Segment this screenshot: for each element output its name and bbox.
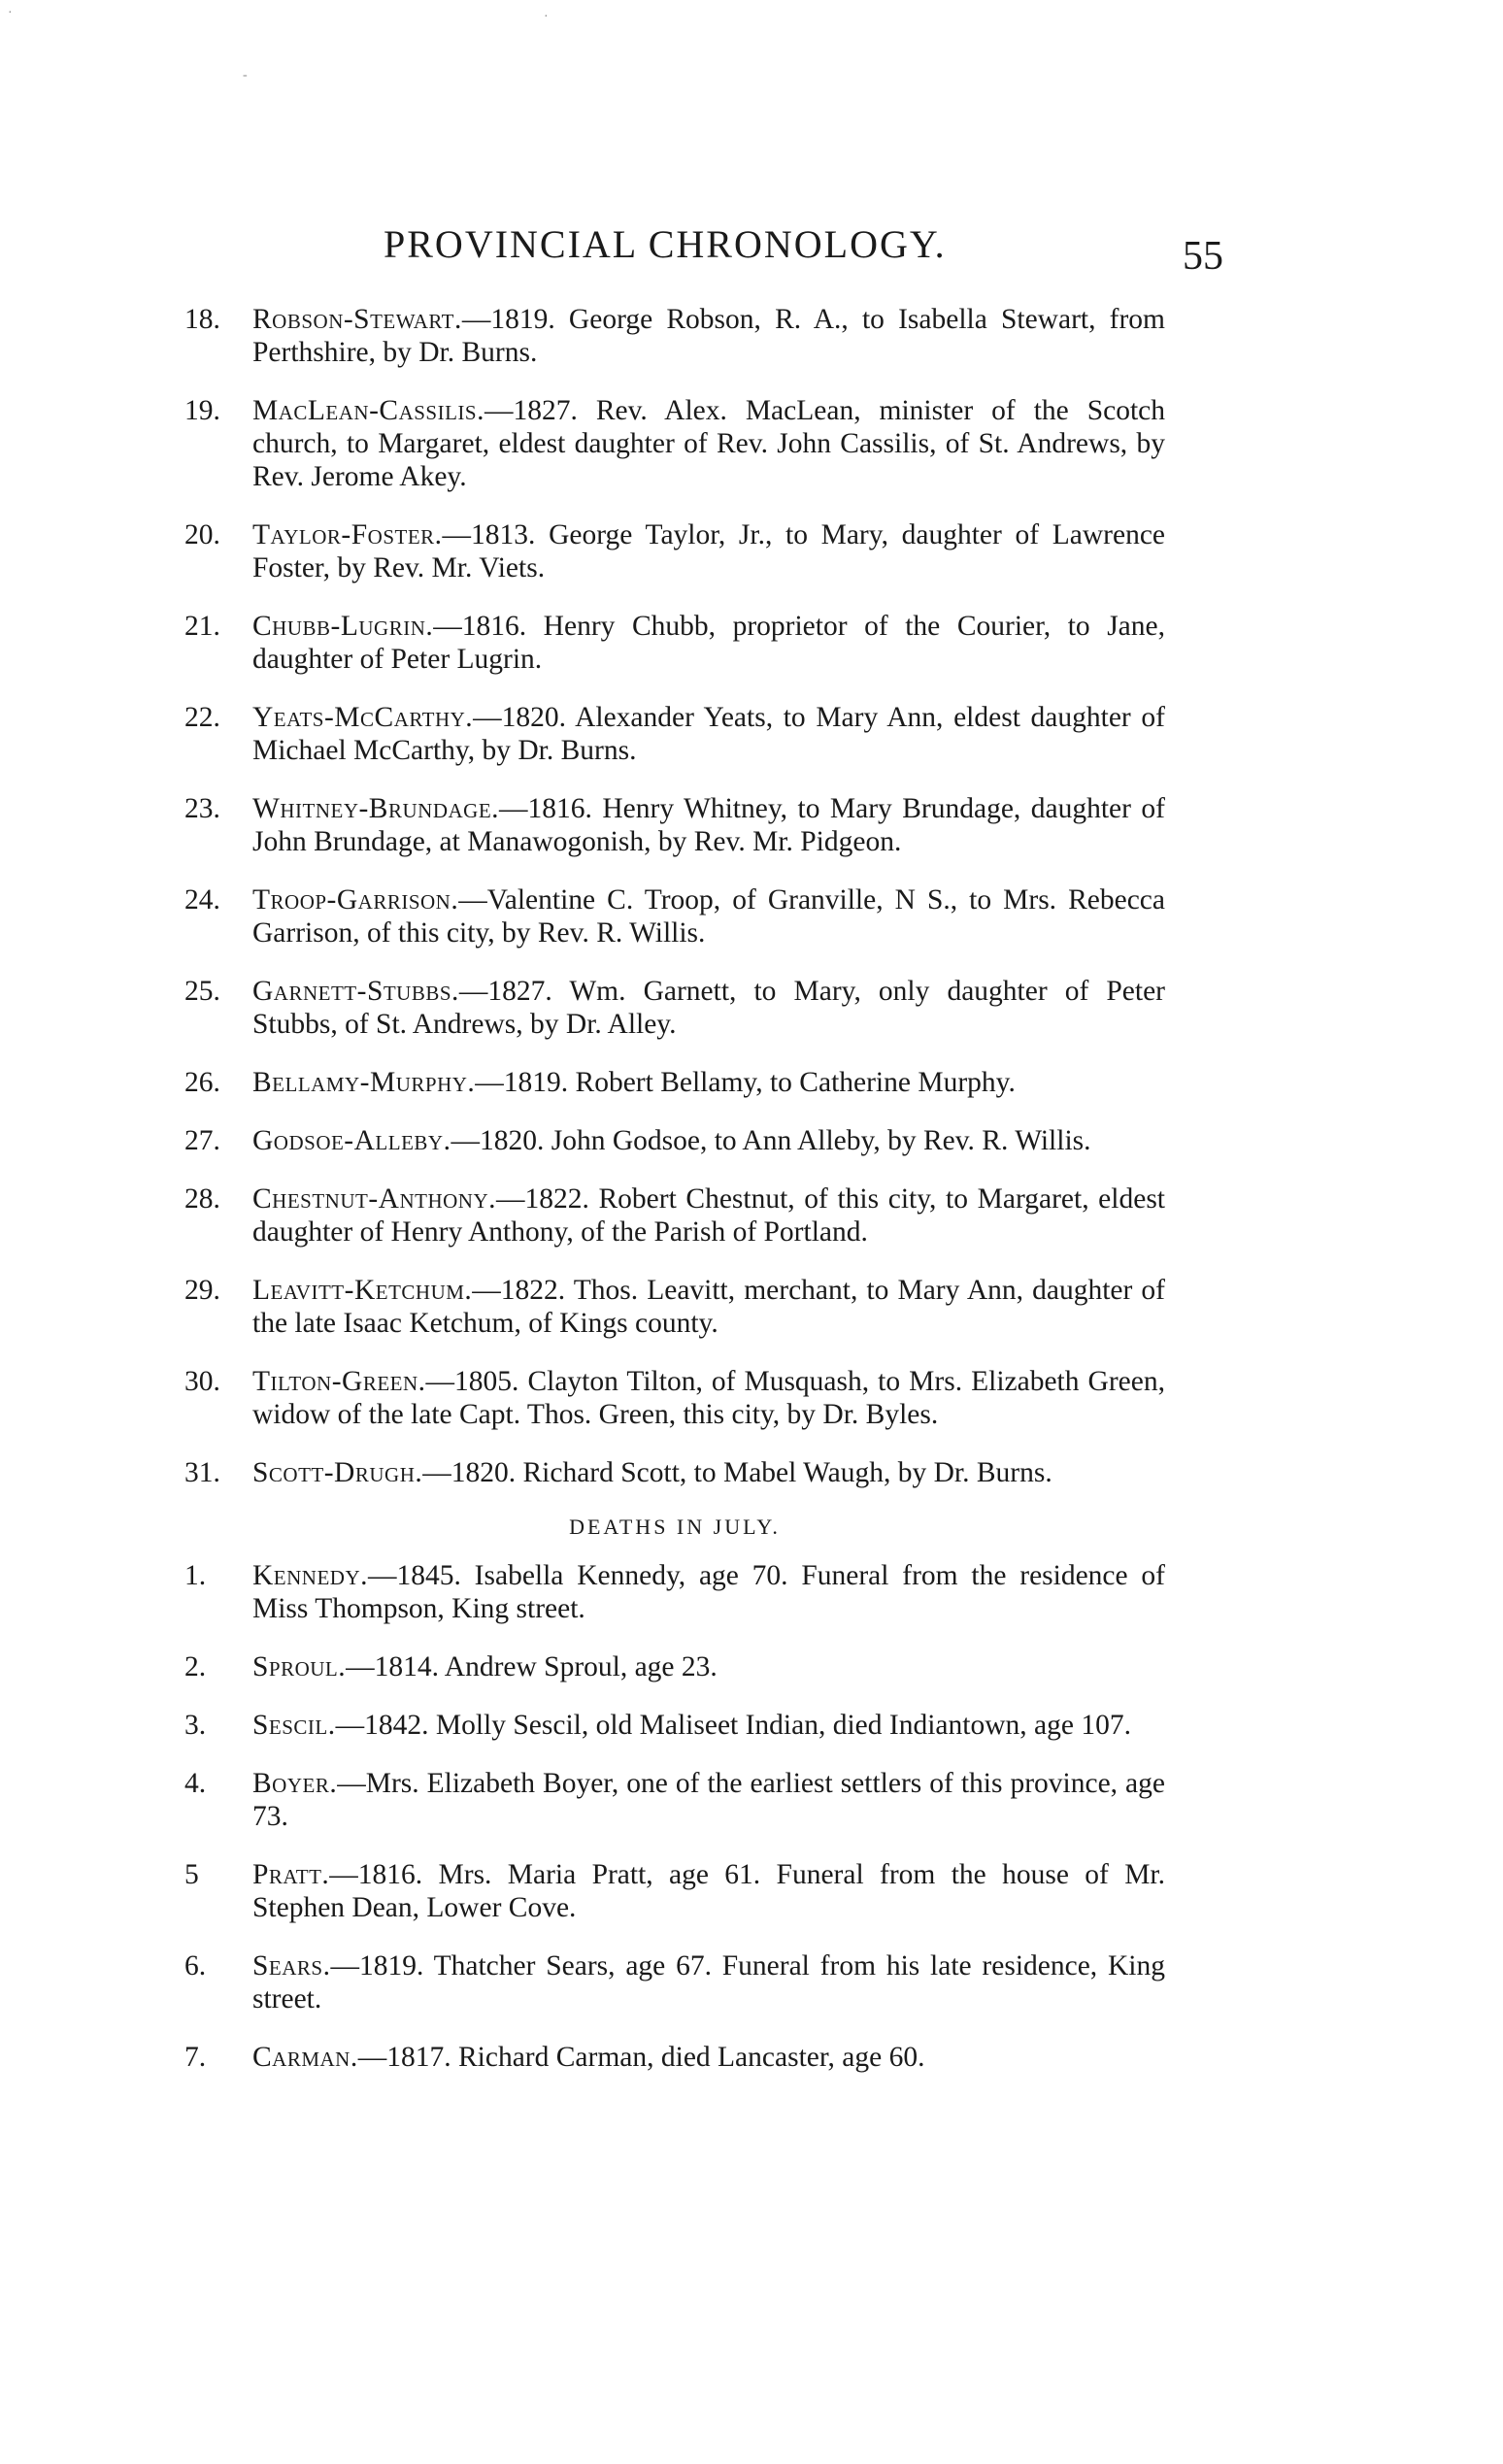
scan-speck: - bbox=[243, 68, 248, 83]
entry-text: —Mrs. Elizabeth Boyer, one of the earliest settlers of this province, age 73. bbox=[252, 1768, 1165, 1832]
entry-number: 18. bbox=[184, 304, 220, 335]
entry-text: —1819. Thatcher Sears, age 67. Funeral from his late residence, King street. bbox=[252, 1950, 1165, 2014]
entry-text: —1820. John Godsoe, to Ann Alleby, by Rev. R. Willis. bbox=[451, 1125, 1091, 1156]
entry-name: Leavitt-Ketchum. bbox=[252, 1275, 473, 1306]
entry-text: —1822. Robert Chestnut, of this city, to Margaret, eldest daughter of Henry Anthony, of the Parish of Portland. bbox=[252, 1183, 1165, 1248]
entry-text: —1819. George Robson, R. A., to Isabella Stewart, from Perthshire, by Dr. Burns. bbox=[252, 304, 1165, 368]
entry-name: Boyer. bbox=[252, 1768, 338, 1799]
entry-name: MacLean-Cassilis. bbox=[252, 395, 484, 426]
marriage-entry bbox=[184, 1182, 1165, 1249]
entry-number: 23. bbox=[184, 793, 220, 824]
entry-name: Chubb-Lugrin. bbox=[252, 611, 434, 642]
entry-name: Robson-Stewart. bbox=[252, 304, 462, 335]
marriage-entry bbox=[184, 303, 1165, 369]
deaths-list bbox=[184, 1559, 1165, 2074]
running-title: PROVINCIAL CHRONOLOGY. bbox=[384, 222, 947, 266]
entry-text: —1820. Alexander Yeats, to Mary Ann, eldest daughter of Michael McCarthy, by Dr. Burns. bbox=[252, 702, 1165, 766]
entry-name: Sproul. bbox=[252, 1651, 347, 1682]
death-entry bbox=[184, 1709, 1165, 1742]
marriage-entry bbox=[184, 1124, 1165, 1157]
entry-name: Sears. bbox=[252, 1950, 331, 1981]
entry-text: —1819. Robert Bellamy, to Catherine Murphy. bbox=[475, 1067, 1016, 1098]
marriage-entry bbox=[184, 883, 1165, 949]
entry-number: 3. bbox=[184, 1710, 207, 1741]
marriage-entry bbox=[184, 701, 1165, 767]
marriages-list bbox=[184, 303, 1165, 1489]
entry-name: Scott-Drugh. bbox=[252, 1457, 423, 1488]
entry-text: —Valentine C. Troop, of Granville, N S., to Mrs. Rebecca Garrison, of this city, by Rev. R. Willis. bbox=[252, 884, 1165, 949]
marriage-entry bbox=[184, 792, 1165, 858]
page-number: 55 bbox=[1183, 234, 1223, 279]
entry-number: 30. bbox=[184, 1366, 220, 1397]
entry-name: Chestnut-Anthony. bbox=[252, 1183, 496, 1215]
death-entry bbox=[184, 1767, 1165, 1833]
death-entry bbox=[184, 1949, 1165, 2015]
entry-number: 28. bbox=[184, 1183, 220, 1215]
entry-number: 6. bbox=[184, 1950, 207, 1981]
entry-name: Whitney-Brundage. bbox=[252, 793, 500, 824]
entry-text: —1805. Clayton Tilton, of Musquash, to Mrs. Elizabeth Green, widow of the late Capt. Thos. Green, this city, by Dr. Byles. bbox=[252, 1366, 1165, 1430]
death-entry bbox=[184, 1650, 1165, 1683]
entry-name: Troop-Garrison. bbox=[252, 884, 459, 916]
scan-speck: · bbox=[544, 10, 549, 24]
entry-number: 5 bbox=[184, 1859, 199, 1890]
entry-name: Yeats-McCarthy. bbox=[252, 702, 474, 733]
marriage-entry bbox=[184, 1365, 1165, 1431]
entry-text: —1816. Mrs. Maria Pratt, age 61. Funeral from the house of Mr. Stephen Dean, Lower Cove. bbox=[252, 1859, 1165, 1923]
death-entry bbox=[184, 1559, 1165, 1625]
entry-number: 21. bbox=[184, 611, 220, 642]
marriage-entry bbox=[184, 1066, 1165, 1099]
entry-number: 7. bbox=[184, 2042, 207, 2073]
marriage-entry bbox=[184, 394, 1165, 493]
marriage-entry bbox=[184, 975, 1165, 1041]
entry-number: 1. bbox=[184, 1560, 207, 1591]
entry-number: 19. bbox=[184, 395, 220, 426]
marriage-entry bbox=[184, 1456, 1165, 1489]
entry-text: —1820. Richard Scott, to Mabel Waugh, by Dr. Burns. bbox=[422, 1457, 1052, 1488]
page-header bbox=[233, 216, 1223, 283]
entry-name: Tilton-Green. bbox=[252, 1366, 426, 1397]
entry-number: 20. bbox=[184, 519, 220, 550]
entry-number: 26. bbox=[184, 1067, 220, 1098]
entry-text: —1814. Andrew Sproul, age 23. bbox=[346, 1651, 718, 1682]
entry-name: Garnett-Stubbs. bbox=[252, 976, 459, 1007]
entry-text: —1845. Isabella Kennedy, age 70. Funeral from the residence of Miss Thompson, King street. bbox=[252, 1560, 1165, 1624]
entry-number: 22. bbox=[184, 702, 220, 733]
entry-text: —1827. Rev. Alex. MacLean, minister of the Scotch church, to Margaret, eldest daughter of Rev. John Cassilis, of St. Andrews, by Rev. Jerome Akey. bbox=[252, 395, 1165, 492]
entry-number: 31. bbox=[184, 1457, 220, 1488]
entry-text: —1842. Molly Sescil, old Maliseet Indian, died Indiantown, age 107. bbox=[335, 1710, 1131, 1741]
marriage-entry bbox=[184, 518, 1165, 584]
entry-text: —1817. Richard Carman, died Lancaster, age 60. bbox=[357, 2042, 925, 2073]
entry-name: Pratt. bbox=[252, 1859, 330, 1890]
entry-number: 24. bbox=[184, 884, 220, 916]
page-content bbox=[184, 303, 1165, 2099]
marriage-entry bbox=[184, 1274, 1165, 1340]
entry-number: 29. bbox=[184, 1275, 220, 1306]
entry-name: Kennedy. bbox=[252, 1560, 368, 1591]
entry-text: —1816. Henry Chubb, proprietor of the Courier, to Jane, daughter of Peter Lugrin. bbox=[252, 611, 1165, 675]
entry-number: 4. bbox=[184, 1768, 207, 1799]
marriage-entry bbox=[184, 610, 1165, 676]
entry-name: Bellamy-Murphy. bbox=[252, 1067, 476, 1098]
scan-speck: · bbox=[8, 6, 13, 20]
entry-text: —1813. George Taylor, Jr., to Mary, daughter of Lawrence Foster, by Rev. Mr. Viets. bbox=[252, 519, 1165, 583]
entry-number: 27. bbox=[184, 1125, 220, 1156]
death-entry bbox=[184, 2041, 1165, 2074]
entry-text: —1827. Wm. Garnett, to Mary, only daughter of Peter Stubbs, of St. Andrews, by Dr. Alley. bbox=[252, 976, 1165, 1040]
entry-name: Taylor-Foster. bbox=[252, 519, 443, 550]
entry-text: —1822. Thos. Leavitt, merchant, to Mary Ann, daughter of the late Isaac Ketchum, of Kings county. bbox=[252, 1275, 1165, 1339]
entry-name: Sescil. bbox=[252, 1710, 336, 1741]
deaths-section-heading: DEATHS IN JULY. bbox=[569, 1515, 781, 1539]
entry-text: —1816. Henry Whitney, to Mary Brundage, daughter of John Brundage, at Manawogonish, by Rev. Mr. Pidgeon. bbox=[252, 793, 1165, 857]
entry-number: 2. bbox=[184, 1651, 207, 1682]
entry-name: Godsoe-Alleby. bbox=[252, 1125, 451, 1156]
death-entry bbox=[184, 1858, 1165, 1924]
entry-number: 25. bbox=[184, 976, 220, 1007]
entry-name: Carman. bbox=[252, 2042, 358, 2073]
